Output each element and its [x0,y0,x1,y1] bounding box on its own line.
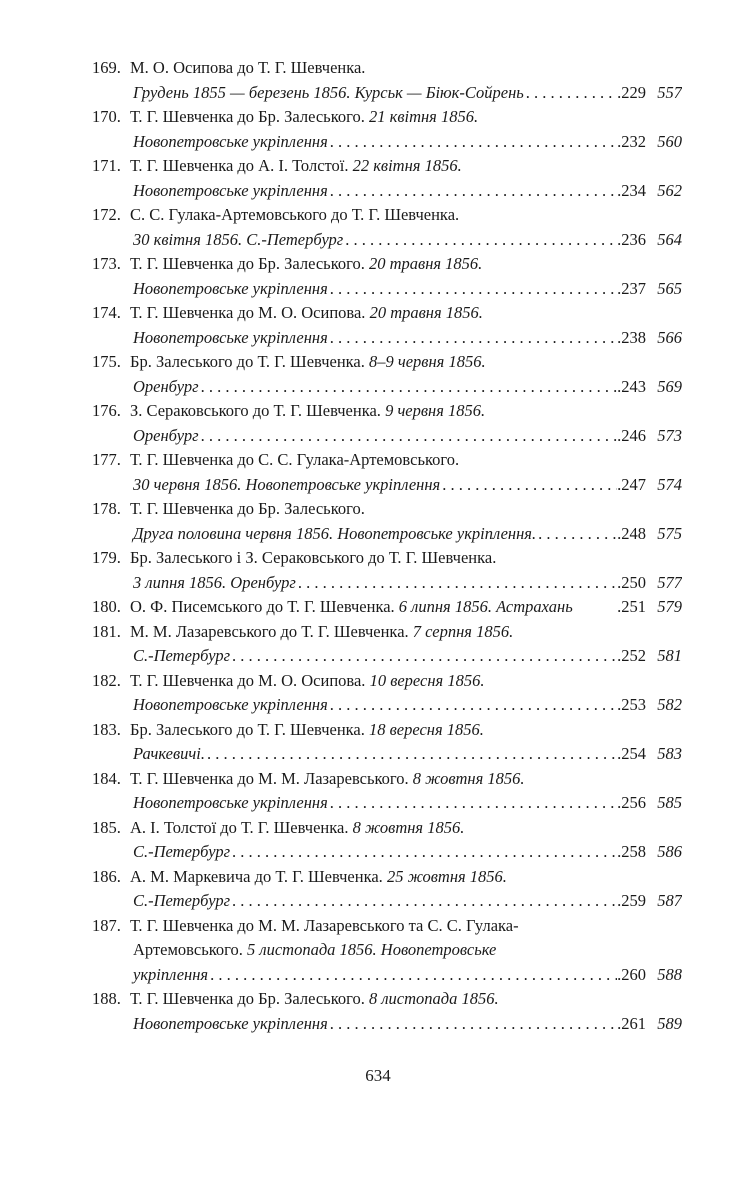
entry-date-place: Новопетровське укріплення [133,180,328,200]
page-ref-comment: 582 [657,695,682,714]
entry-number: 182. [92,670,121,690]
table-of-contents [92,56,682,1036]
page-refs [617,326,682,351]
leader-dots [536,522,617,547]
entry-number: 175. [92,352,121,371]
page-ref-comment: 562 [657,180,682,200]
entry-number: 186. [92,866,121,886]
entry-title: Т. Г. Шевченка до М. М. Лазаревського та С. С. Гулака- [130,915,519,935]
entry-date-place: Друга половина червня 1856. Новопетровське укріплення. [133,523,537,543]
entry-heading [92,350,682,375]
leader-dots [205,742,617,767]
entry-date: 21 квітня 1856. [368,107,479,126]
entry-date: 7 серпня 1856. [412,621,514,641]
entry-date-place: Новопетровське укріплення [133,278,328,298]
page-refs [617,791,682,816]
leader-dots [230,889,617,914]
toc-entry [92,718,682,767]
entry-heading [92,816,682,841]
page-ref-comment: 585 [657,793,682,812]
leader-dots [328,277,617,302]
entry-date-place: Новопетровське укріплення [133,695,328,714]
leader-dots [328,130,617,155]
page-ref-comment: 589 [657,1013,682,1033]
page-ref-comment: 588 [657,964,682,984]
page-ref-comment: 560 [657,131,682,151]
page-ref-text: .252 [617,646,646,665]
page-refs [617,963,682,988]
entry-date-place: С.-Петербург [133,891,231,910]
page-ref-text: .259 [617,891,646,910]
page-refs [617,130,682,155]
entry-number: 183. [92,719,121,739]
page-refs [617,522,682,547]
entry-title: Т. Г. Шевченка до А. І. Толстої. [130,156,349,175]
page-ref-comment: 587 [657,891,682,910]
page-ref-comment: 564 [657,229,682,249]
page-refs [617,889,682,914]
page-ref-text: .236 [617,229,646,249]
entry-number: 169. [92,58,121,77]
entry-title: Т. Г. Шевченка до М. О. Осипова. [130,303,366,322]
page-ref-comment: 575 [657,523,682,543]
entry-detail-line [92,424,682,449]
leader-dots [328,179,617,204]
page-ref-text: .256 [617,793,646,812]
entry-number: 177. [92,450,121,469]
page-ref-text: .260 [617,964,646,984]
toc-entry [92,546,682,595]
entry-date: 20 травня 1856. [369,303,483,322]
leader-dots [199,375,618,400]
page-refs [617,424,682,449]
page-ref-text: .246 [617,425,646,445]
entry-date: 8 жовтня 1856. [412,768,525,788]
entry-number: 173. [92,254,121,273]
page-ref-comment: 586 [657,842,682,861]
entry-title: А. І. Толстої до Т. Г. Шевченка. [130,817,349,837]
entry-title: Т. Г. Шевченка до Бр. Залеського. [130,254,365,273]
page-refs [617,375,682,400]
entry-heading [92,56,682,81]
entry-heading [92,301,682,326]
entry-title: Т. Г. Шевченка до С. С. Гулака-Артемовського. [130,450,460,469]
page-ref-comment: 565 [657,278,682,298]
page-ref-text: .234 [617,180,646,200]
page-refs [617,228,682,253]
page-ref-text: .247 [617,474,646,494]
entry-heading [92,718,682,743]
entry-date-place: 3 липня 1856. Оренбург [133,572,296,592]
entry-heading [92,865,682,890]
entry-date: 22 квітня 1856. [352,156,462,175]
entry-title: М. М. Лазаревського до Т. Г. Шевченка. [130,621,409,641]
entry-detail-line [92,473,682,498]
page-refs [617,693,682,718]
entry-detail-line [92,963,682,988]
page-ref-text: .258 [617,842,646,861]
page-refs [617,1012,682,1037]
entry-detail-line [92,326,682,351]
page-ref-text: .237 [617,278,646,298]
toc-entry [92,914,682,988]
toc-entry [92,620,682,669]
entry-date-place: Оренбург [133,376,199,396]
entry-number: 184. [92,768,121,788]
entry-number: 171. [92,156,121,175]
entry-date-place: Новопетровське укріплення [133,793,328,812]
entry-number: 172. [92,205,121,224]
entry-detail-line [92,277,682,302]
page-ref-comment: 577 [657,572,682,592]
toc-entry [92,105,682,154]
entry-title: М. О. Осипова до Т. Г. Шевченка. [130,58,366,77]
entry-heading [92,252,682,277]
page-ref-comment: 574 [657,474,682,494]
entry-date: 20 травня 1856. [368,254,483,273]
toc-entry [92,301,682,350]
entry-title: С. С. Гулака-Артемовського до Т. Г. Шевченка. [130,205,460,224]
entry-number: 174. [92,303,121,322]
page-ref-text: .253 [617,695,646,714]
page-refs [617,571,682,596]
entry-date-place: С.-Петербург [133,842,231,861]
entry-heading [92,595,682,620]
toc-entry [92,350,682,399]
toc-entry [92,816,682,865]
entry-title: Бр. Залеського і З. Сераковського до Т. Г. Шевченка. [130,548,497,567]
entry-date: 8–9 червня 1856. [368,352,486,371]
page-ref-text: .250 [617,572,646,592]
entry-date-place: С.-Петербург [133,646,231,665]
leader-dots [524,81,617,106]
leader-dots [208,963,617,988]
entry-heading-continued [92,938,682,963]
entry-date-place: Новопетровське укріплення [133,1013,328,1033]
page-ref-text: .238 [617,327,646,347]
entry-heading [92,987,682,1012]
entry-title-continued: Артемовського. [133,940,243,959]
toc-entry [92,865,682,914]
page-refs [617,473,682,498]
page-ref-comment: 569 [657,376,682,396]
page-refs [617,644,682,669]
toc-entry [92,252,682,301]
leader-dots [230,644,617,669]
leader-dots [230,840,617,865]
toc-entry [92,595,682,620]
entry-date-place: Новопетровське укріплення [133,327,328,347]
entry-heading [92,399,682,424]
entry-title: Бр. Залеського до Т. Г. Шевченка. [130,352,365,371]
page-number: 634 [365,1066,391,1085]
entry-title: А. М. Маркевича до Т. Г. Шевченка. [130,866,383,886]
entry-number: 179. [92,548,121,567]
toc-entry [92,56,682,105]
entry-title: Бр. Залеського до Т. Г. Шевченка. [130,719,365,739]
page-ref-text: .232 [617,131,646,151]
leader-dots [440,473,617,498]
entry-detail-line [92,228,682,253]
page-ref-text: .229 [617,82,646,102]
entry-number: 187. [92,915,121,935]
entry-number: 180. [92,597,121,616]
entry-date-place: Оренбург [133,425,199,445]
entry-date-place: 5 листопада 1856. Новопетровське [247,940,497,959]
page-refs [617,81,682,106]
entry-title: О. Ф. Писемського до Т. Г. Шевченка. [130,597,395,616]
entry-detail-line [92,130,682,155]
entry-date-place: 30 червня 1856. Новопетровське укріплення [133,474,441,494]
entry-number: 188. [92,989,121,1008]
entry-heading [92,497,682,522]
entry-date-place: 30 квітня 1856. С.-Петербург [133,229,344,249]
entry-heading [92,203,682,228]
entry-date: 25 жовтня 1856. [386,866,507,886]
entry-detail-line [92,644,682,669]
entry-number: 181. [92,621,121,641]
page-ref-text: .254 [617,744,646,763]
page-ref-text: .261 [617,1013,646,1033]
toc-entry [92,497,682,546]
entry-heading [92,669,682,694]
entry-date: 8 жовтня 1856. [352,817,465,837]
entry-heading [92,914,682,939]
entry-date: 18 вересня 1856. [368,719,484,739]
leader-dots [328,693,617,718]
entry-detail-line [92,742,682,767]
entry-detail-line [92,522,682,547]
entry-date: 10 вересня 1856. [369,670,485,690]
entry-heading [92,448,682,473]
entry-date-place: Новопетровське укріплення [133,131,328,151]
entry-detail-line [92,375,682,400]
entry-detail-line [92,889,682,914]
entry-title: Т. Г. Шевченка до М. М. Лазаревського. [130,768,409,788]
toc-entry [92,448,682,497]
entry-date-place: Грудень 1855 — березень 1856. Курськ — Біюк-Сойрень [133,82,524,102]
entry-title: Т. Г. Шевченка до Бр. Залеського. [130,989,365,1008]
entry-detail-line [92,840,682,865]
entry-title: Т. Г. Шевченка до Бр. Залеського. [130,499,365,518]
entry-number: 178. [92,499,121,518]
entry-detail-line [92,81,682,106]
leader-dots [328,791,617,816]
toc-entry [92,987,682,1036]
page-refs [617,179,682,204]
entry-detail-line [92,571,682,596]
toc-entry [92,154,682,203]
leader-dots [199,424,618,449]
entry-title: З. Сераковського до Т. Г. Шевченка. [130,401,381,420]
leader-dots [343,228,617,253]
entry-date: 9 червня 1856. [385,401,486,420]
page-ref-comment: 557 [657,82,682,102]
entry-detail-line [92,179,682,204]
leader-dots [328,1012,617,1037]
entry-number: 176. [92,401,121,420]
entry-heading [92,154,682,179]
entry-detail-line [92,791,682,816]
page-refs [617,742,682,767]
entry-date-place: Рачкевичі. [133,744,205,763]
page-refs [617,277,682,302]
toc-entry [92,203,682,252]
entry-heading [92,767,682,792]
entry-date-place: 6 липня 1856. Астрахань [398,597,573,616]
toc-entry [92,767,682,816]
page-ref-text: .248 [617,523,646,543]
entry-heading [92,620,682,645]
page-ref-text: .243 [617,376,646,396]
entry-detail-line [92,1012,682,1037]
page-refs [617,840,682,865]
toc-entry [92,669,682,718]
entry-date-place: укріплення [133,964,209,984]
entry-heading [92,105,682,130]
page-ref-comment: 581 [657,646,682,665]
page-ref-comment: 573 [657,425,682,445]
leader-dots [328,326,617,351]
leader-dots [296,571,617,596]
entry-heading [92,546,682,571]
entry-title: Т. Г. Шевченка до М. О. Осипова. [130,670,366,690]
entry-date: 8 листопада 1856. [368,989,499,1008]
entry-number: 170. [92,107,121,126]
entry-title: Т. Г. Шевченка до Бр. Залеського. [130,107,365,126]
entry-number: 185. [92,817,121,837]
entry-detail-line [92,693,682,718]
page-ref-comment: 566 [657,327,682,347]
page-ref-comment: 579 [657,597,682,616]
page-ref-text: .251 [617,597,646,616]
page-ref-comment: 583 [657,744,682,763]
toc-entry [92,399,682,448]
